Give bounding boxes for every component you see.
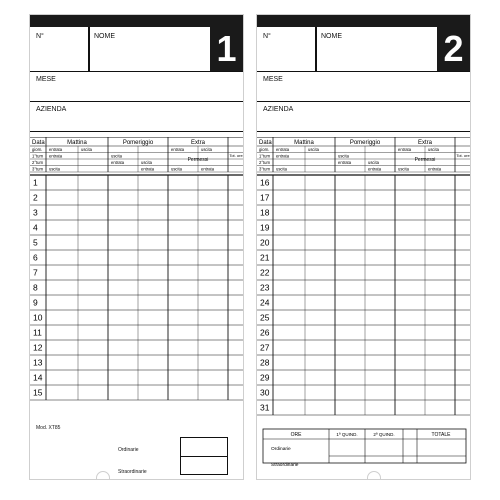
- cell-label: entrata: [368, 166, 382, 172]
- ordinarie-label: Ordinarie: [118, 447, 139, 453]
- month-label: MESE: [263, 76, 283, 83]
- time-grid: [257, 137, 471, 417]
- number-label: N°: [36, 33, 44, 40]
- cell-label: uscita: [201, 147, 212, 152]
- cell-label: entrata: [201, 166, 215, 172]
- time-grid: [30, 137, 244, 402]
- shift-label: 1°turn: [32, 153, 44, 159]
- company-field[interactable]: [30, 101, 243, 132]
- col-data-header: Data: [32, 140, 45, 146]
- cell-label: entrata: [276, 153, 290, 159]
- col-data-header: Data: [259, 140, 272, 146]
- cell-label: uscita: [141, 160, 152, 165]
- timecard-2: [256, 14, 471, 480]
- top-bar: [257, 15, 470, 27]
- cell-label: uscita: [81, 147, 92, 152]
- permessi-label: Permessi: [187, 157, 209, 163]
- month-field[interactable]: [257, 71, 470, 102]
- company-label: AZIENDA: [36, 106, 67, 113]
- day-number: 22: [260, 267, 270, 278]
- day-number: 5: [33, 237, 38, 248]
- col-mattina-header: Mattina: [294, 140, 314, 146]
- company-label: AZIENDA: [263, 106, 294, 113]
- card-number: 2: [437, 27, 470, 71]
- cell-label: uscita: [276, 166, 287, 172]
- cell-label: entrata: [141, 166, 155, 172]
- day-number: 18: [260, 207, 270, 218]
- month-label: MESE: [36, 76, 56, 83]
- divider: [315, 27, 317, 71]
- shift-label: 2°turn: [259, 160, 271, 165]
- day-number: 20: [260, 237, 270, 248]
- company-field[interactable]: [257, 101, 470, 132]
- col-extra-header: Extra: [190, 140, 206, 146]
- month-field[interactable]: [30, 71, 243, 102]
- day-number: 2: [33, 192, 38, 203]
- shift-label: 1°turn: [259, 153, 271, 159]
- summary-totale: TOTALE: [431, 432, 451, 438]
- summary-q2: 2ª QUIND.: [373, 432, 395, 437]
- cell-label: entrata: [428, 166, 442, 172]
- day-number: 15: [33, 387, 43, 398]
- day-number: 1: [33, 177, 38, 188]
- cell-label: entrata: [111, 160, 125, 165]
- cell-label: entrata: [49, 153, 63, 159]
- straordinarie-label: Straordinarie: [118, 469, 147, 475]
- shift-label: 3°turn: [32, 166, 44, 172]
- day-number: 30: [260, 387, 270, 398]
- day-number: 6: [33, 252, 38, 263]
- shift-label: giorn.: [259, 147, 270, 152]
- cell-label: uscita: [308, 147, 319, 152]
- day-number: 19: [260, 222, 270, 233]
- day-number: 9: [33, 297, 38, 308]
- shift-label: 2°turn: [32, 160, 44, 165]
- cell-label: entrata: [338, 160, 352, 165]
- day-number: 11: [33, 327, 42, 338]
- divider: [88, 27, 90, 71]
- cell-label: uscita: [171, 166, 182, 172]
- model-code: Mod. XT85: [36, 425, 61, 431]
- summary-ore: ORE: [290, 432, 302, 438]
- name-label: NOME: [94, 33, 115, 40]
- permessi-label: Permessi: [414, 157, 436, 163]
- number-label: N°: [263, 33, 271, 40]
- top-bar: [30, 15, 243, 27]
- day-number: 14: [33, 372, 43, 383]
- day-number: 4: [33, 222, 38, 233]
- summary-ordinarie: Ordinarie: [271, 447, 291, 452]
- day-number: 12: [33, 342, 43, 353]
- name-label: NOME: [321, 33, 342, 40]
- shift-label: 3°turn: [259, 166, 271, 172]
- shift-label: giorn.: [32, 147, 43, 152]
- card-notch: [367, 471, 381, 480]
- card-notch: [96, 471, 110, 480]
- col-pomeriggio-header: Pomeriggio: [349, 140, 381, 146]
- day-number: 31: [260, 402, 270, 413]
- cell-label: uscita: [398, 166, 409, 172]
- day-number: 3: [33, 207, 38, 218]
- totals-box[interactable]: [180, 437, 228, 475]
- cell-label: entrata: [171, 147, 185, 152]
- day-number: 28: [260, 357, 270, 368]
- col-pomeriggio-header: Pomeriggio: [122, 140, 154, 146]
- card-number: 1: [210, 27, 243, 71]
- tot-ore-label: Tot. ore: [456, 153, 470, 158]
- cell-label: entrata: [49, 147, 63, 152]
- cell-label: uscita: [49, 166, 60, 172]
- day-number: 29: [260, 372, 270, 383]
- day-number: 7: [33, 267, 38, 278]
- day-number: 26: [260, 327, 270, 338]
- tot-ore-label: Tot. ore: [229, 153, 243, 158]
- day-number: 17: [260, 192, 270, 203]
- day-number: 16: [260, 177, 270, 188]
- day-number: 23: [260, 282, 270, 293]
- cell-label: entrata: [398, 147, 412, 152]
- day-number: 10: [33, 312, 43, 323]
- day-number: 13: [33, 357, 43, 368]
- day-number: 24: [260, 297, 270, 308]
- day-number: 8: [33, 282, 38, 293]
- day-number: 27: [260, 342, 270, 353]
- cell-label: entrata: [276, 147, 290, 152]
- summary-table: [257, 421, 471, 477]
- cell-label: uscita: [428, 147, 439, 152]
- timecard-1: [29, 14, 244, 480]
- col-extra-header: Extra: [417, 140, 433, 146]
- cell-label: uscita: [111, 153, 122, 159]
- summary-straordinarie: Straordinarie: [271, 463, 299, 468]
- day-number: 25: [260, 312, 270, 323]
- cell-label: uscita: [338, 153, 349, 159]
- cell-label: uscita: [368, 160, 379, 165]
- day-number: 21: [260, 252, 270, 263]
- col-mattina-header: Mattina: [67, 140, 87, 146]
- summary-q1: 1ª QUIND.: [336, 432, 358, 437]
